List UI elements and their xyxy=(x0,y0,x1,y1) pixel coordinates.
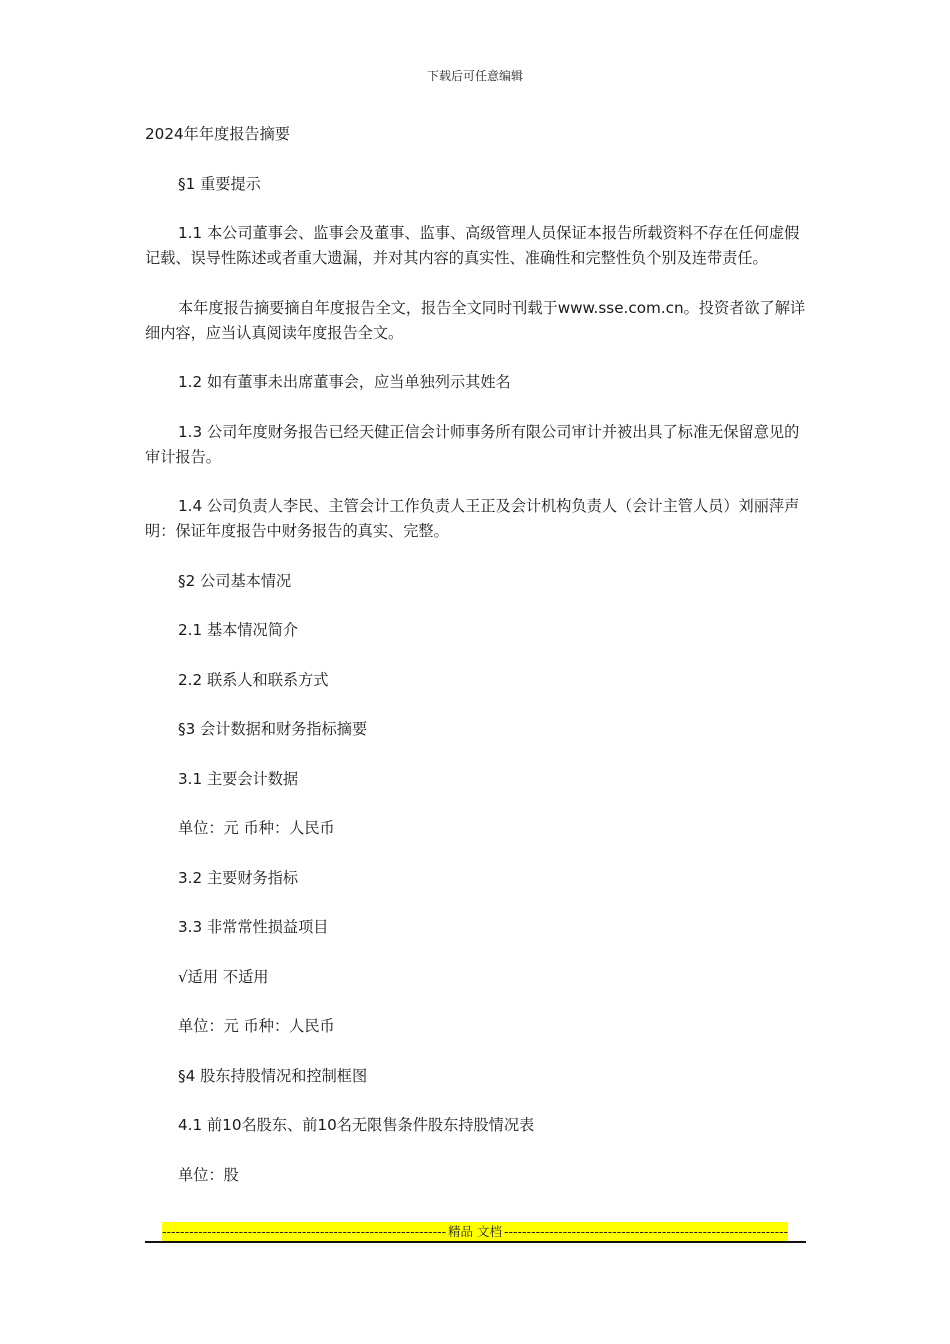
unit-note: 单位：元 币种：人民币 xyxy=(178,1017,335,1035)
unit-note: 单位：元 币种：人民币 xyxy=(178,819,335,837)
paragraph-1-4: 1.4 公司负责人李民、主管会计工作负责人王正及会计机构负责人（会计主管人员）刘丽萍声明：保证年度报告中财务报告的真实、完整。 xyxy=(145,497,800,540)
paragraph-2-2: 2.2 联系人和联系方式 xyxy=(178,670,329,689)
paragraph-1-2: 1.2 如有董事未出席董事会，应当单独列示其姓名 xyxy=(178,373,511,391)
paragraph-summary-source: 本年度报告摘要摘自年度报告全文，报告全文同时刊载于www.sse.com.cn。投资者欲了解详细内容，应当认真阅读年度报告全文。 xyxy=(145,298,806,342)
document-body xyxy=(145,122,807,1212)
footer-rule xyxy=(145,1241,806,1243)
section-heading-1: §1 重要提示 xyxy=(178,174,261,193)
paragraph-3-3: 3.3 非常常性损益项目 xyxy=(178,918,329,936)
section-heading-3: §3 会计数据和财务指标摘要 xyxy=(178,720,368,738)
unit-note: 单位：股 xyxy=(178,1165,239,1184)
paragraph-3-1: 3.1 主要会计数据 xyxy=(178,769,299,788)
applicability-note: √适用 不适用 xyxy=(178,967,269,986)
paragraph-2-1: 2.1 基本情况简介 xyxy=(178,621,299,639)
section-heading-2: §2 公司基本情况 xyxy=(178,571,292,590)
footer-label: 精品 文档 xyxy=(448,1224,502,1239)
footer-dashes-right xyxy=(504,1222,788,1241)
section-heading-4: §4 股东持股情况和控制框图 xyxy=(178,1066,368,1085)
paragraph-1-1: 1.1 本公司董事会、监事会及董事、监事、高级管理人员保证本报告所载资料不存在任何虚假记载、误导性陈述或者重大遗漏，并对其内容的真实性、准确性和完整性负个别及连带责任。 xyxy=(145,224,800,267)
paragraph-3-2: 3.2 主要财务指标 xyxy=(178,868,299,887)
footer-dashes-left xyxy=(162,1222,446,1241)
document-title: 2024年年度报告摘要 xyxy=(145,125,290,143)
page-header: 下载后可任意编辑 xyxy=(426,69,523,83)
paragraph-1-3: 1.3 公司年度财务报告已经天健正信会计师事务所有限公司审计并被出具了标准无保留意见的审计报告。 xyxy=(145,422,800,466)
footer-banner xyxy=(162,1222,788,1241)
paragraph-4-1: 4.1 前10名股东、前10名无限售条件股东持股情况表 xyxy=(178,1116,535,1134)
